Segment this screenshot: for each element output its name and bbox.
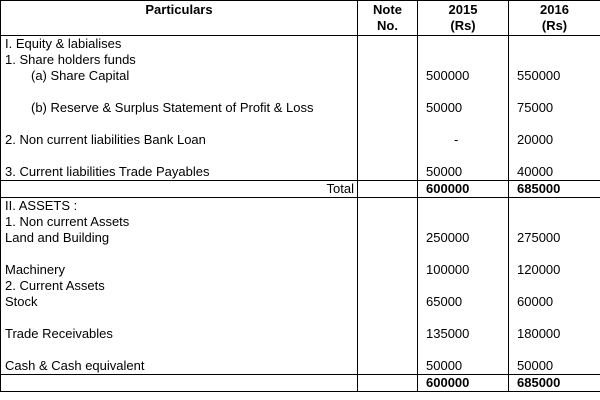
equity-2015-cell: 50000 [426, 164, 463, 179]
assets-total-label [1, 375, 358, 392]
assets-note [358, 198, 418, 375]
equity-note [358, 36, 418, 181]
header-2016-year: 2016 [540, 2, 569, 17]
equity-2016-cell: 550000 [517, 68, 561, 83]
assets-row-label: Land and Building [5, 230, 110, 245]
equity-2016-cell: 20000 [517, 132, 554, 147]
equity-sub-title: 1. Share holders funds [5, 52, 136, 67]
header-particulars: Particulars [1, 1, 358, 36]
assets-sub-title: 1. Non current Assets [5, 214, 130, 229]
assets-2016-cell: 275000 [517, 230, 561, 245]
assets-2015-cell: 250000 [426, 230, 470, 245]
equity-section-title: I. Equity & labialises [5, 36, 122, 51]
assets-2016-cell: 60000 [517, 294, 554, 309]
assets-total-2016: 685000 [509, 375, 600, 392]
equity-total-row [1, 181, 600, 198]
header-note-no [358, 1, 418, 36]
assets-current-title: 2. Current Assets [5, 278, 105, 293]
equity-particulars [1, 36, 358, 181]
assets-block [1, 198, 600, 375]
assets-section-title: II. ASSETS : [5, 198, 78, 213]
assets-total-row [1, 375, 600, 392]
equity-2015-cell: - [454, 132, 459, 147]
equity-row-label: 2. Non current liabilities Bank Loan [5, 132, 206, 147]
equity-total-2015: 600000 [418, 181, 509, 198]
header-2015 [418, 1, 509, 36]
assets-particulars [1, 198, 358, 375]
equity-row-label: (a) Share Capital [31, 68, 130, 83]
assets-row-label: Trade Receivables [5, 326, 113, 341]
equity-2015-values [418, 36, 509, 181]
equity-2016-cell: 75000 [517, 100, 554, 115]
assets-2016-cell: 50000 [517, 358, 554, 373]
assets-2015-cell: 65000 [426, 294, 463, 309]
assets-total-2015: 600000 [418, 375, 509, 392]
header-2015-year: 2015 [448, 2, 478, 17]
equity-2015-cell: 50000 [426, 100, 463, 115]
assets-row-label: Machinery [5, 262, 65, 277]
assets-2016-values [509, 198, 600, 375]
equity-total-label: Total [1, 181, 358, 198]
header-note-line2: No. [377, 18, 398, 33]
assets-2016-cell: 180000 [517, 326, 561, 341]
header-2015-unit: (Rs) [450, 18, 476, 33]
assets-2015-cell: 135000 [426, 326, 470, 341]
equity-row-label: 3. Current liabilities Trade Payables [5, 164, 210, 179]
equity-2016-values [509, 36, 600, 181]
assets-2015-cell: 100000 [426, 262, 470, 277]
equity-total-note [358, 181, 418, 198]
header-row [1, 1, 600, 36]
assets-total-note [358, 375, 418, 392]
header-2016-unit: (Rs) [541, 18, 568, 33]
assets-row-label: Stock [5, 294, 38, 309]
header-2016 [509, 1, 600, 36]
equity-row-label: (b) Reserve & Surplus Statement of Profit & Loss [31, 100, 314, 115]
assets-2015-values [418, 198, 509, 375]
assets-2016-cell: 120000 [517, 262, 561, 277]
equity-block [1, 36, 600, 181]
equity-2016-cell: 40000 [517, 164, 554, 179]
equity-2015-cell: 500000 [426, 68, 470, 83]
assets-row-label: Cash & Cash equivalent [5, 358, 145, 373]
header-note-line1: Note [373, 2, 402, 17]
assets-2015-cell: 50000 [426, 358, 463, 373]
equity-total-2016: 685000 [509, 181, 600, 198]
